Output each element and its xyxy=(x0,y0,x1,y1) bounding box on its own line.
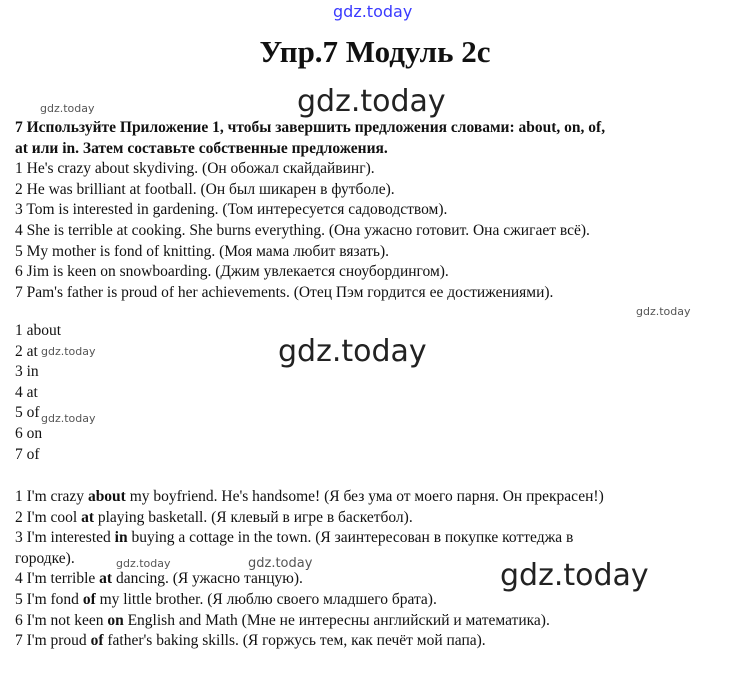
answers-block xyxy=(15,321,61,465)
watermark-small: gdz.today xyxy=(41,345,96,358)
answer-line: 5 of xyxy=(15,404,40,422)
watermark-small: gdz.today xyxy=(41,412,96,425)
own-line: 7 I'm proud of father's baking skills. (Я горжусь тем, как печёт мой папа). xyxy=(15,632,486,650)
page-title: Упр.7 Модуль 2с xyxy=(259,34,491,69)
watermark-large: gdz.today xyxy=(297,84,446,119)
sentence-line: 4 She is terrible at cooking. She burns everything. (Она ужасно готовит. Она сжигает всё). xyxy=(15,221,590,239)
sentence-line: 2 He was brilliant at football. (Он был шикарен в футболе). xyxy=(15,180,395,198)
sentence-line: 7 Pam's father is proud of her achievements. (Отец Пэм гордится ее достижениями). xyxy=(15,283,554,301)
watermark-top: gdz.today xyxy=(333,2,413,21)
watermark-large: gdz.today xyxy=(278,334,427,369)
answer-line: 3 in xyxy=(15,363,39,381)
own-line: 3 I'm interested in buying a cottage in the town. (Я заинтересован в покупке коттеджа в xyxy=(15,529,574,547)
answer-line: 7 of xyxy=(15,445,40,463)
own-line: 6 I'm not keen on English and Math (Мне не интересны английский и математика). xyxy=(15,611,550,629)
own-line: 1 I'm crazy about my boyfriend. He's handsome! (Я без ума от моего парня. Он прекрасен!) xyxy=(15,488,604,505)
sentence-line: 6 Jim is keen on snowboarding. (Джим увлекается сноубордингом). xyxy=(15,263,449,281)
watermark-large: gdz.today xyxy=(500,558,649,593)
watermark-small: gdz.today xyxy=(116,557,171,570)
sentence-line: 3 Tom is interested in gardening. (Том интересуется садоводством). xyxy=(15,201,448,219)
own-line: 5 I'm fond of my little brother. (Я люблю своего младшего брата). xyxy=(15,590,437,608)
sentence-line: 5 My mother is fond of knitting. (Моя мама любит вязать). xyxy=(15,242,389,260)
sentence-line: 1 He's crazy about skydiving. (Он обожал скайдайвинг). xyxy=(15,160,375,178)
answer-line: 4 at xyxy=(15,383,38,401)
task-line: 7 Используйте Приложение 1, чтобы завершить предложения словами: about, on, of, xyxy=(15,119,606,136)
task-block xyxy=(15,118,605,303)
own-line: 4 I'm terrible at dancing. (Я ужасно танцую). xyxy=(15,570,303,588)
watermark-small: gdz.today xyxy=(40,102,95,115)
watermark-small: gdz.today xyxy=(248,556,313,571)
own-line: городке). xyxy=(15,549,75,567)
answer-line: 1 about xyxy=(15,322,62,339)
answer-line: 2 at xyxy=(15,342,38,360)
task-line: at или in. Затем составьте собственные предложения. xyxy=(15,139,388,157)
watermark-small: gdz.today xyxy=(636,305,691,318)
own-line: 2 I'm cool at playing basketall. (Я клевый в игре в баскетбол). xyxy=(15,508,413,526)
answer-line: 6 on xyxy=(15,424,43,442)
